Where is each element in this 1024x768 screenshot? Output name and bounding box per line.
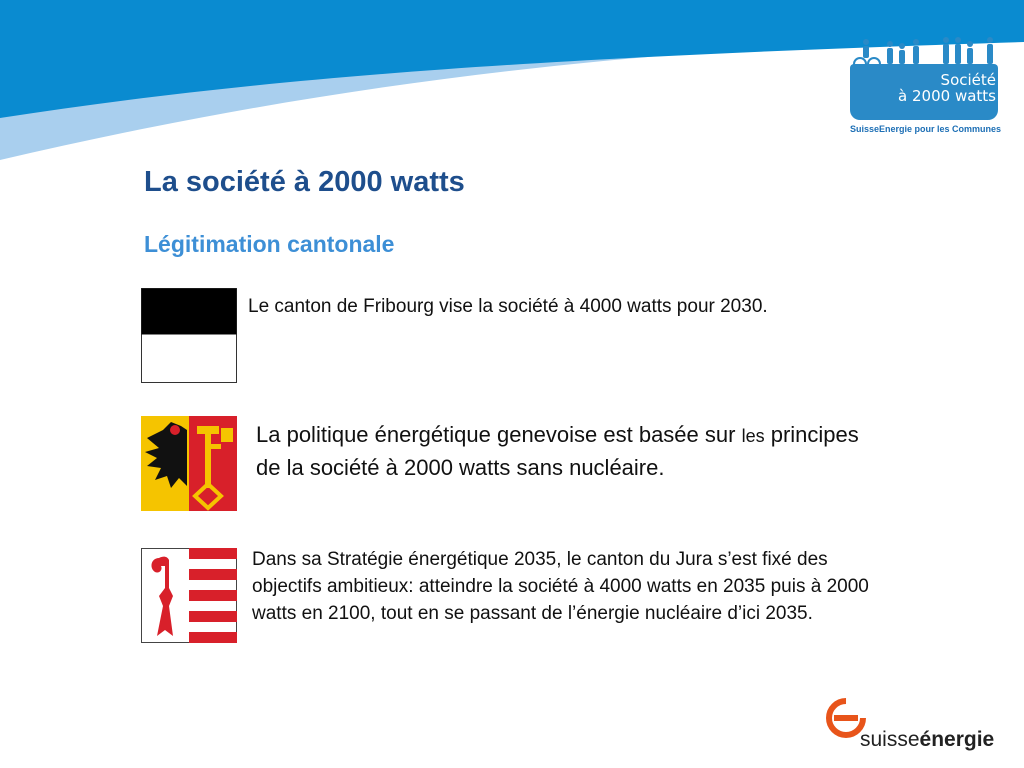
- brand-wordmark: [860, 728, 994, 752]
- brand-part1: suisse: [860, 728, 920, 751]
- logo-line-2: à 2000 watts: [898, 87, 996, 105]
- jura-flag-icon: [141, 548, 237, 643]
- societe-2000-watts-logo: [846, 34, 1006, 140]
- geneva-text-main: La politique énergétique genevoise est basée sur: [256, 422, 742, 447]
- geneva-text: [256, 419, 866, 483]
- geneva-text-small: les: [741, 426, 765, 446]
- geneva-flag-icon: [141, 416, 237, 511]
- logo-line-1: Société: [940, 71, 996, 89]
- page-subtitle: Légitimation cantonale: [144, 231, 395, 257]
- geneva-text-rest: principes de la société à 2000 watts sans nucléaire.: [256, 422, 859, 480]
- jura-text: Dans sa Stratégie énergétique 2035, le canton du Jura s’est fixé des objectifs ambitieux: atteindre la société à 4000 watts en 2035 puis à 2000 watts en 2100, tout en se passant de l’énergie nucléaire d’ici 2035.: [252, 549, 869, 624]
- page-title: La société à 2000 watts: [144, 166, 465, 198]
- brand-part2: énergie: [919, 728, 995, 751]
- suisse-energie-brand: [826, 698, 996, 758]
- fribourg-flag-icon: [141, 288, 237, 383]
- fribourg-text: Le canton de Fribourg vise la société à 4000 watts pour 2030.: [248, 296, 768, 317]
- logo-subline: SuisseEnergie pour les Communes: [850, 124, 1002, 134]
